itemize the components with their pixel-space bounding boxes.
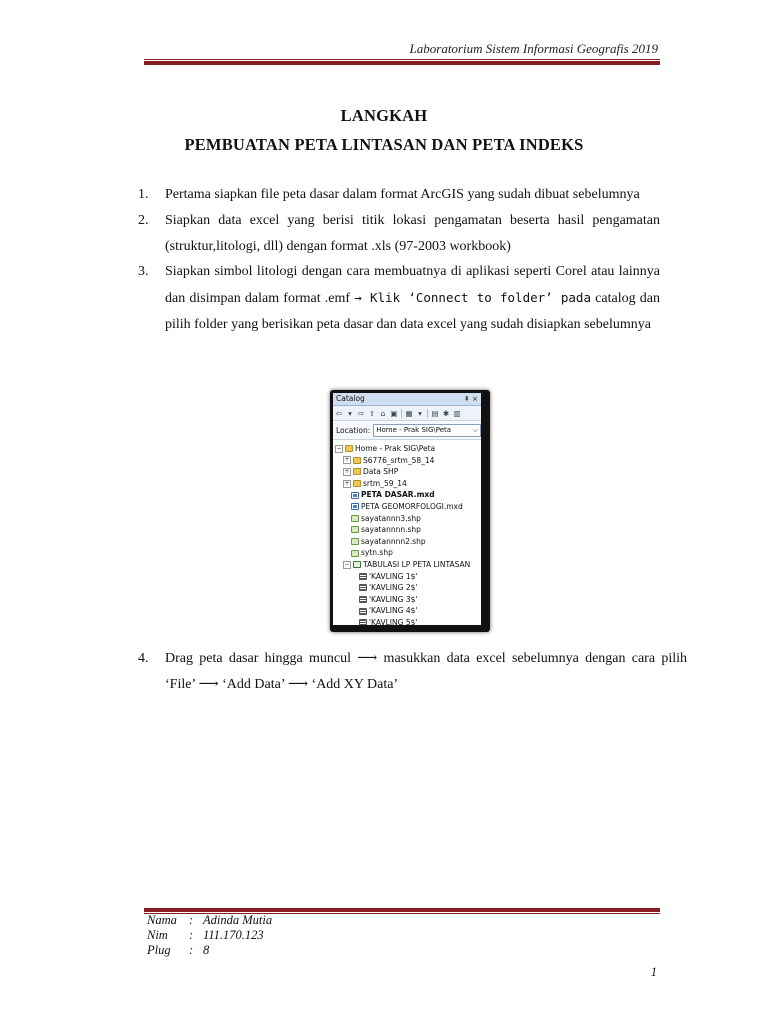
step-number: 2.	[138, 212, 149, 228]
step-text: Drag peta dasar hingga muncul ⟶ masukkan data excel sebelumnya dengan cara pilih ‘File’ ⟶ ‘Add Data’ ⟶ ‘Add XY Data’	[165, 651, 687, 692]
catalog-tree-item[interactable]	[333, 524, 481, 536]
header-lab-title: Laboratorium Sistem Informasi Geografis 2019	[409, 41, 658, 56]
page-number: 1	[650, 965, 657, 979]
catalog-tree-item[interactable]	[333, 547, 481, 559]
catalog-window	[333, 393, 481, 625]
catalog-tree-label: srtm_59_14	[363, 478, 407, 488]
folder-icon	[353, 468, 361, 475]
header-rule-thin	[144, 59, 660, 60]
toolbar-divider	[427, 409, 428, 418]
footer-label: Plug	[147, 943, 171, 957]
shapefile-icon	[351, 515, 359, 522]
view-grid-icon[interactable]: ▦	[405, 408, 413, 418]
back-arrow-icon[interactable]: ⇦	[335, 408, 343, 418]
catalog-tree-label: sayatannnn2.shp	[361, 536, 426, 546]
dropdown-arrow-icon[interactable]: ▾	[348, 408, 352, 418]
new-folder-icon[interactable]: ▤	[431, 408, 439, 418]
step-text: Pertama siapkan file peta dasar dalam format ArcGIS yang sudah dibuat sebelumnya	[165, 187, 640, 202]
catalog-screenshot	[330, 390, 490, 632]
footer-label: Nama	[147, 913, 177, 927]
catalog-tree-item[interactable]	[333, 501, 481, 513]
footer-value: 111.170.123	[203, 928, 264, 942]
map-document-icon	[351, 492, 359, 499]
footer-row-nim	[147, 928, 272, 943]
table-icon	[359, 573, 367, 580]
tools-icon[interactable]: ✱	[442, 408, 450, 418]
expand-icon[interactable]: +	[344, 467, 350, 475]
connect-folder-icon[interactable]: ▣	[390, 408, 398, 418]
step-text: Siapkan data excel yang berisi titik lokasi pengamatan beserta hasil pengamatan (struktur,litologi, dll) dengan format .xls (97-2003 workbook)	[165, 212, 660, 254]
step-3	[138, 259, 660, 337]
catalog-tree-label: PETA GEOMORFOLOGI.mxd	[361, 501, 463, 511]
step-number: 3.	[138, 264, 149, 280]
catalog-tree-item[interactable]	[333, 455, 481, 467]
catalog-tree-label: 'KAVLING 5$'	[369, 617, 418, 625]
footer-row-plug	[147, 943, 272, 958]
catalog-tree-label: sayatannnn.shp	[361, 525, 421, 535]
collapse-icon[interactable]: −	[344, 560, 350, 568]
catalog-titlebar	[333, 393, 481, 406]
catalog-window-buttons[interactable]: ⇞ ×	[464, 395, 478, 403]
forward-arrow-icon[interactable]: ⇨	[357, 408, 365, 418]
expand-icon[interactable]: +	[344, 479, 350, 487]
table-icon	[359, 619, 367, 625]
footer-identity	[147, 913, 272, 958]
catalog-tree-item[interactable]	[333, 582, 481, 594]
catalog-location-bar	[333, 421, 481, 440]
step-text-mono: → Klik ‘Connect to folder’ pada	[354, 290, 591, 306]
collapse-icon[interactable]: −	[336, 444, 342, 452]
step-2	[138, 208, 660, 260]
step-text-part: Siapkan simbol litologi dengan cara membuatnya di aplikasi seperti Corel atau lainnya dan disimpan dalam format .emf	[165, 264, 660, 307]
catalog-tree-label: TABULASI LP PETA LINTASAN	[363, 559, 471, 569]
step-number: 1.	[138, 187, 149, 202]
steps-list	[138, 182, 660, 338]
catalog-tree-item[interactable]	[333, 571, 481, 583]
table-icon	[359, 596, 367, 603]
catalog-tree-item[interactable]	[333, 536, 481, 548]
catalog-toolbar	[333, 406, 481, 421]
up-folder-icon[interactable]: ⇧	[368, 408, 376, 418]
footer-separator: :	[189, 928, 194, 942]
step-text	[165, 259, 660, 337]
location-value: Home - Prak SIG\Peta	[376, 425, 452, 434]
location-label: Location:	[336, 425, 371, 435]
catalog-tree-label: PETA DASAR.mxd	[361, 490, 435, 500]
chevron-down-icon: ⌵	[472, 425, 478, 434]
footer-label: Nim	[147, 928, 168, 942]
catalog-tree-item[interactable]	[333, 466, 481, 478]
catalog-tree-label: Data SHP	[363, 467, 399, 477]
map-document-icon	[351, 503, 359, 510]
catalog-tree	[333, 440, 481, 625]
folder-icon	[353, 480, 361, 487]
refresh-icon[interactable]: ▥	[453, 408, 461, 418]
step-number: 4.	[138, 651, 149, 666]
catalog-tree-label: sytn.shp	[361, 548, 393, 558]
footer-value: Adinda Mutia	[203, 913, 273, 927]
footer-value: 8	[203, 943, 210, 957]
step-4	[138, 646, 687, 698]
document-subtitle: PEMBUATAN PETA LINTASAN DAN PETA INDEKS	[184, 135, 584, 154]
catalog-title: Catalog	[336, 394, 365, 403]
catalog-tree-label: S6776_srtm_58_14	[363, 455, 435, 465]
catalog-tree-item[interactable]	[333, 605, 481, 617]
shapefile-icon	[351, 526, 359, 533]
catalog-tree-label: 'KAVLING 1$'	[369, 571, 418, 581]
catalog-tree-label: 'KAVLING 4$'	[369, 606, 418, 616]
catalog-tree-item[interactable]	[333, 489, 481, 501]
expand-icon[interactable]: +	[344, 456, 350, 464]
footer-rule-thick	[144, 908, 660, 912]
table-icon	[359, 608, 367, 615]
location-dropdown[interactable]	[373, 424, 481, 437]
catalog-tree-label: 'KAVLING 3$'	[369, 594, 418, 604]
dropdown-arrow-icon[interactable]: ▾	[418, 408, 422, 418]
catalog-tree-label: sayatannn3.shp	[361, 513, 421, 523]
shapefile-icon	[351, 538, 359, 545]
catalog-tree-item[interactable]	[333, 559, 481, 571]
catalog-tree-item[interactable]	[333, 478, 481, 490]
catalog-tree-label: Home - Prak SIG\Peta	[355, 444, 436, 453]
table-icon	[359, 584, 367, 591]
shapefile-icon	[351, 550, 359, 557]
folder-icon	[353, 457, 361, 464]
catalog-tree-item[interactable]	[333, 513, 481, 525]
toolbar-divider	[401, 409, 402, 418]
home-icon[interactable]: ⌂	[380, 408, 386, 418]
document-title: LANGKAH	[340, 106, 428, 125]
step-text-part: catalog dan pilih folder yang berisikan peta dasar dan data excel yang sudah disiapkan sebelumnya	[165, 291, 661, 332]
header-rule-thick	[144, 61, 660, 65]
footer-separator: :	[189, 943, 194, 957]
catalog-tree-item[interactable]	[333, 443, 481, 455]
catalog-tree-item[interactable]	[333, 617, 481, 625]
catalog-tree-item[interactable]	[333, 594, 481, 606]
step-1	[138, 182, 660, 208]
folder-icon	[345, 445, 353, 452]
catalog-tree-label: 'KAVLING 2$'	[369, 583, 418, 593]
footer-row-nama	[147, 913, 272, 928]
footer-separator: :	[189, 913, 194, 927]
excel-icon	[353, 561, 361, 568]
